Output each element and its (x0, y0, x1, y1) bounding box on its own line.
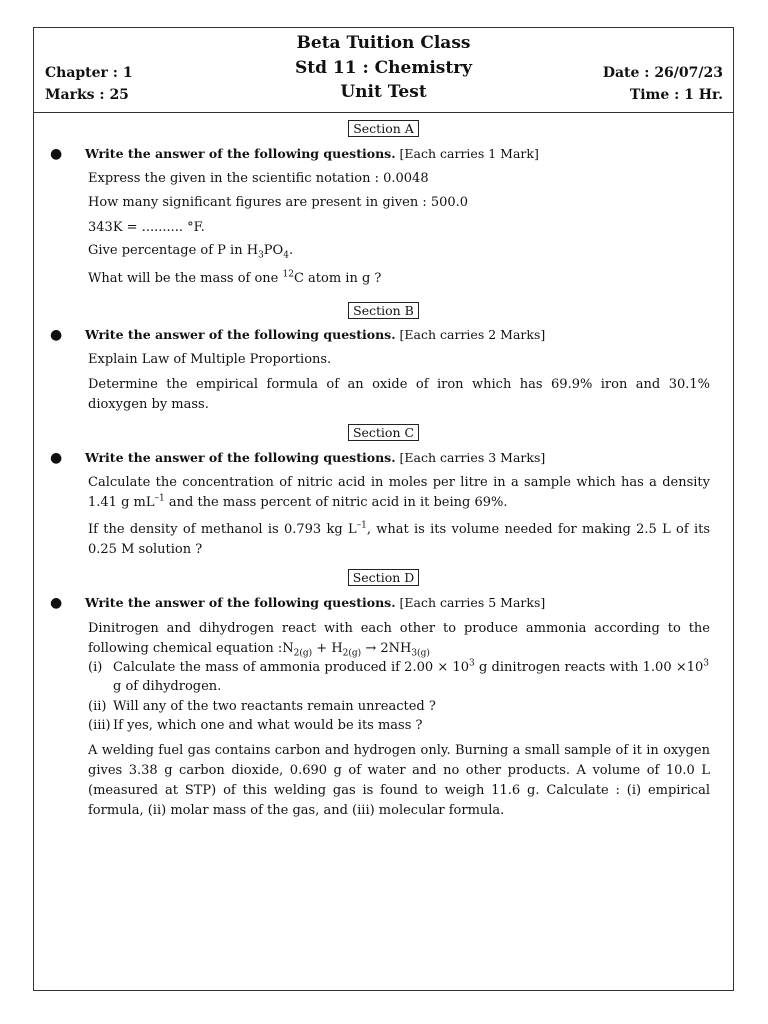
section-d-instruction: ● Write the answer of the following questions. [Each carries 5 Marks] (50, 595, 546, 611)
date-label: Date : 26/07/23 (602, 65, 723, 81)
question: Express the given in the scientific notation : 0.0048 (88, 171, 429, 186)
question: How many significant figures are present in given : 500.0 (88, 195, 469, 210)
question: What will be the mass of one $^{12}$C atom in g ? (88, 269, 382, 286)
section-a-heading: Section A (34, 118, 733, 137)
test-title: Unit Test (340, 82, 427, 102)
question: 343K = .......... °F. (88, 220, 205, 235)
section-d-heading: Section D (34, 567, 733, 586)
section-b-instruction: ● Write the answer of the following questions. [Each carries 2 Marks] (50, 327, 546, 343)
standard-subject: Std 11 : Chemistry (294, 58, 473, 78)
sub-question: (iii) If yes, which one and what would be its mass ? (88, 718, 423, 733)
bullet-icon: ● (50, 595, 63, 611)
marks-label: Marks : 25 (45, 87, 129, 103)
time-label: Time : 1 Hr. (629, 87, 723, 103)
bullet-icon: ● (50, 146, 63, 162)
question: If the density of methanol is 0.793 kg $L^{-1}$, what is its volume needed for making 2.5 L of its 0.25 M solution ? (88, 520, 710, 557)
question: A welding fuel gas contains carbon and hydrogen only. Burning a small sample of it in oxygen gives 3.38 g carbon dioxide, 0.690 g of water and no other products. A volume of 10.0 L (measured at STP) of this welding gas is found to weigh 11.6 g. Calculate : (i) empirical formula, (ii) molar mass of the gas, and (iii) molecular formula. (88, 743, 710, 818)
chapter-label: Chapter : 1 (45, 65, 133, 81)
question: Explain Law of Multiple Proportions. (88, 352, 332, 367)
bullet-icon: ● (50, 450, 63, 466)
paper-header (34, 28, 733, 113)
sub-question: (i) Calculate the mass of ammonia produced if $2.00 \times 10^3$ g dinitrogen reacts with $1.00 \times 10^3$ g of dihydrogen. (88, 658, 709, 694)
section-b-heading: Section B (34, 300, 733, 319)
bullet-icon: ● (50, 327, 63, 343)
question: Determine the empirical formula of an oxide of iron which has 69.9% iron and 30.1% dioxygen by mass. (88, 377, 710, 412)
institute-name: Beta Tuition Class (296, 33, 471, 53)
sub-question: (ii) Will any of the two reactants remain unreacted ? (88, 699, 436, 714)
question: Give percentage of P in $H_3PO_4$. (88, 243, 294, 261)
paper-frame (33, 27, 734, 991)
section-c-instruction: ● Write the answer of the following questions. [Each carries 3 Marks] (50, 450, 546, 466)
question: Dinitrogen and dihydrogen react with each other to produce ammonia according to the following chemical equation $:N_{2(g)} + H_{2(g)} \to 2NH_{3(g)}$ (88, 621, 710, 659)
section-c-heading: Section C (34, 422, 733, 441)
question: Calculate the concentration of nitric acid in moles per litre in a sample which has a density 1.41 g $mL^{-1}$ and the mass percent of nitric acid in it being 69%. (88, 475, 710, 510)
section-a-instruction: ● Write the answer of the following questions. [Each carries 1 Mark] (50, 146, 539, 162)
